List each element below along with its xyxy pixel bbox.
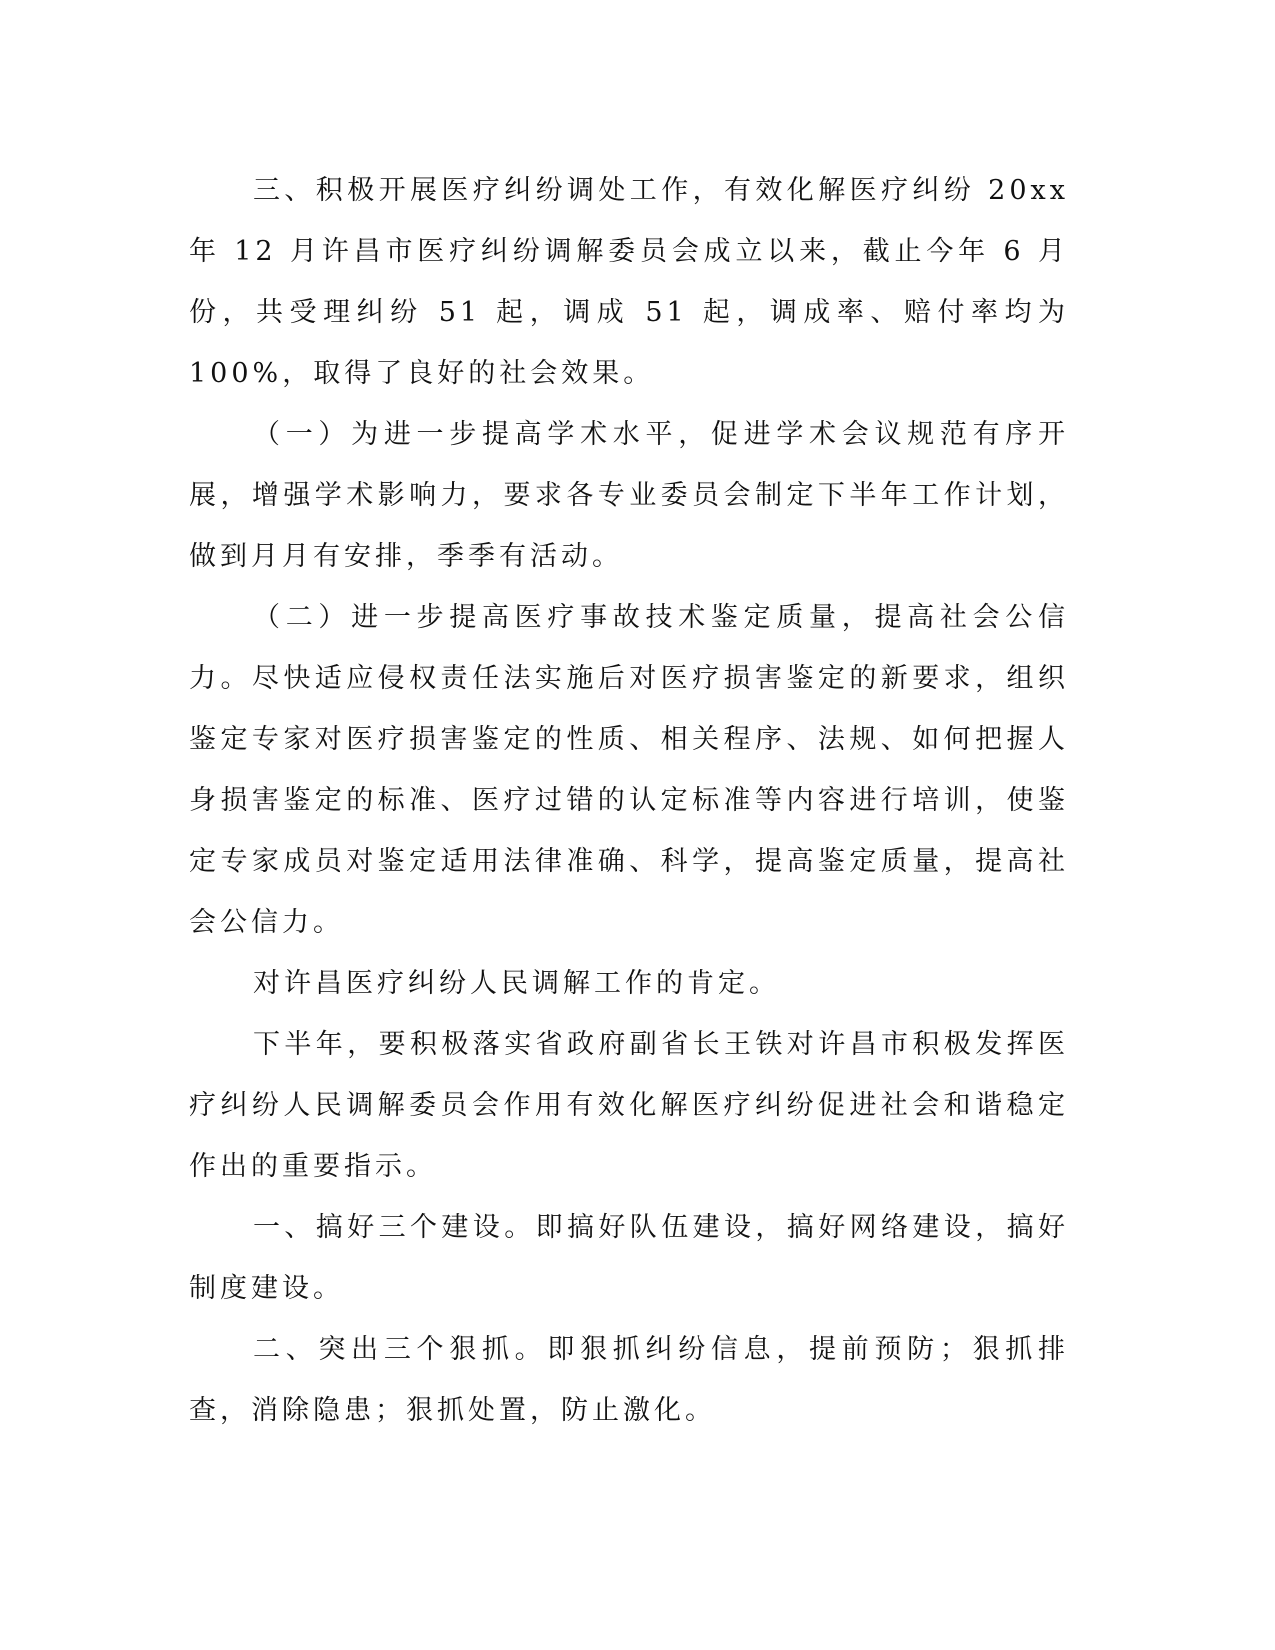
paragraph-three-constructions: 一、搞好三个建设。即搞好队伍建设，搞好网络建设，搞好制度建设。 (189, 1212, 1069, 1304)
paragraph-second-half-year: 下半年，要积极落实省政府副省长王铁对许昌市积极发挥医疗纠纷人民调解委员会作用有效化解医疗纠纷促进社会和谐稳定作出的重要指示。 (189, 1029, 1069, 1182)
paragraph-appraisal-quality: （二）进一步提高医疗事故技术鉴定质量，提高社会公信力。尽快适应侵权责任法实施后对医疗损害鉴定的新要求，组织鉴定专家对医疗损害鉴定的性质、相关程序、法规、如何把握人身损害鉴定的标准、医疗过错的认定标准等内容进行培训，使鉴定专家成员对鉴定适用法律准确、科学，提高鉴定质量，提高社会公信力。 (189, 602, 1069, 938)
paragraph-mediation-work: 三、积极开展医疗纠纷调处工作，有效化解医疗纠纷 20xx 年 12 月许昌市医疗纠纷调解委员会成立以来，截止今年 6 月份，共受理纠纷 51 起，调成 51 起，调成率、赔付率均为 100%，取得了良好的社会效果。 (189, 175, 1069, 389)
document-body (189, 160, 1069, 1441)
paragraph-three-focuses: 二、突出三个狠抓。即狠抓纠纷信息，提前预防；狠抓排查，消除隐患；狠抓处置，防止激化。 (189, 1334, 1069, 1426)
paragraph-academic-level: （一）为进一步提高学术水平，促进学术会议规范有序开展，增强学术影响力，要求各专业委员会制定下半年工作计划，做到月月有安排，季季有活动。 (189, 419, 1069, 572)
paragraph-affirmation: 对许昌医疗纠纷人民调解工作的肯定。 (253, 968, 780, 999)
